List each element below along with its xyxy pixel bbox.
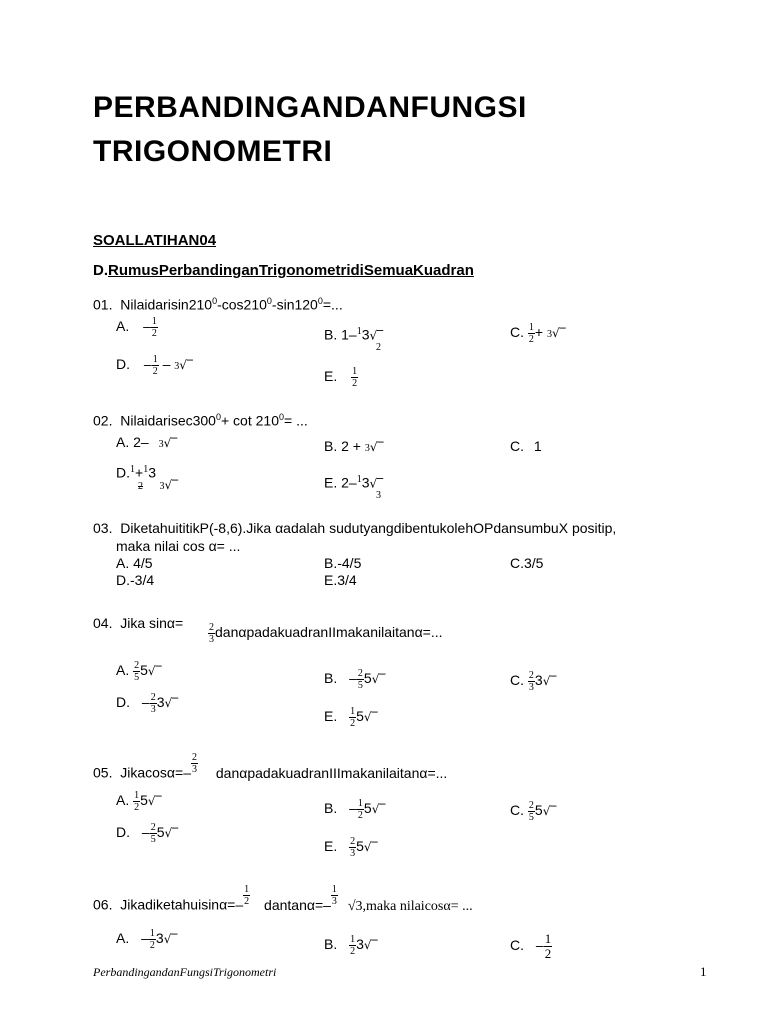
fraction: $\frac{1}{2}$: [357, 798, 363, 821]
fraction: $\frac{2}{3}$: [192, 752, 197, 775]
question-number: 06.: [93, 896, 113, 913]
subsection-prefix: D.: [93, 262, 108, 279]
fraction: $\frac{2}{3}$: [528, 670, 534, 693]
option-3e[interactable]: E.3/4: [324, 572, 357, 588]
option-6c[interactable]: C. – $\frac{1}{2}$: [510, 931, 552, 961]
fraction: $\frac{1}{2}$: [350, 706, 356, 729]
title-line-1: PERBANDINGANDANFUNGSI: [93, 91, 527, 124]
option-3d[interactable]: D.-3/4: [116, 572, 155, 588]
question-number: 04.: [93, 615, 113, 631]
question-03: 03. DiketahuititikP(-8,6).Jika αadalah sudutyangdibentukolehOPdansumbuX positip,: [93, 520, 617, 536]
fraction: $\frac{1}{2}$: [350, 934, 356, 957]
title-line-2: TRIGONOMETRI: [93, 135, 333, 168]
question-number: 03.: [93, 520, 113, 536]
option-5b[interactable]: B. – $\frac{1}{2}$ 5√‾: [324, 798, 386, 821]
fraction: $\frac{1}{2}$: [152, 354, 158, 377]
option-1e[interactable]: E. $\frac{1}{2}$: [324, 366, 358, 389]
fraction: $\frac{2}{5}$: [134, 660, 140, 683]
option-3c[interactable]: C.3/5: [510, 555, 544, 571]
option-5d[interactable]: D. – $\frac{2}{5}$ 5√‾: [116, 822, 179, 845]
option-5a[interactable]: A. $\frac{1}{2}$ 5√‾: [116, 790, 162, 813]
question-01: 01. $Nilaidarisin210^0-\cos 210^0-\sin 120^0=$...: [93, 296, 343, 313]
question-04: 04. Jika sinα=: [93, 615, 184, 631]
fraction: $\frac{1}{2}$: [134, 790, 140, 813]
fraction: $\frac{1}{2}$: [544, 931, 552, 961]
option-2d[interactable]: D.$^1$+$^1$3 2 3√‾: [116, 464, 179, 492]
question-02: 02. $Nilaidarisec300^0+ \cot 210^0=$ ...: [93, 412, 308, 429]
option-2e[interactable]: E. 2–$^1$3√‾ 3: [324, 474, 384, 501]
fraction: $\frac{1}{2}$: [352, 366, 358, 389]
page-title: [93, 86, 527, 174]
question-number: 05.: [93, 764, 113, 781]
page-number: 1: [700, 964, 707, 979]
option-2a[interactable]: A. 2– 3√‾: [116, 434, 178, 450]
option-4d[interactable]: D. – $\frac{2}{3}$ 3√‾: [116, 692, 179, 715]
question-06: 06. Jikadiketahuisinα=– $\frac{1}{2}$ dantanα=– $\frac{1}{3}$ √3,maka nilaicosα= ...: [93, 884, 473, 914]
fraction: $\frac{2}{5}$: [150, 822, 156, 845]
subsection-heading: [93, 262, 474, 279]
option-4a[interactable]: A. $\frac{2}{5}$ 5√‾: [116, 660, 162, 683]
option-1b[interactable]: B. 1–$^1$3√‾ 2: [324, 326, 384, 353]
fraction: $\frac{1}{2}$: [149, 928, 155, 951]
option-2b[interactable]: B. 2 + 3√‾: [324, 438, 384, 454]
option-2c[interactable]: C. 1: [510, 438, 542, 454]
option-5c[interactable]: C. $\frac{2}{5}$ 5√‾: [510, 800, 557, 823]
question-04-part-2: $\frac{2}{3}$ danαpadakuadranIImakanilaitanα=...: [209, 622, 443, 645]
fraction: $\frac{2}{3}$: [209, 622, 214, 645]
fraction: $\frac{1}{3}$: [331, 884, 337, 907]
option-6b[interactable]: B. $\frac{1}{2}$ 3√‾: [324, 934, 378, 957]
option-4c[interactable]: C. $\frac{2}{3}$ 3√‾: [510, 670, 557, 693]
subsection-text: RumusPerbandinganTrigonometridiSemuaKuadran: [108, 262, 474, 279]
question-03-line-2: maka nilai cos α= ...: [116, 538, 241, 554]
question-05: 05. Jikacosα=– $\frac{2}{3}$ danαpadakuadranIIImakanilaitanα=...: [93, 752, 448, 781]
fraction: $\frac{1}{2}$: [151, 316, 157, 339]
option-1a[interactable]: A. – $\frac{1}{2}$: [116, 316, 157, 339]
section-heading: SOALLATIHAN04: [93, 232, 217, 249]
option-3a[interactable]: A. 4/5: [116, 555, 153, 571]
option-4b[interactable]: B. – $\frac{2}{5}$ 5√‾: [324, 668, 386, 691]
fraction: $\frac{2}{5}$: [357, 668, 363, 691]
option-3b[interactable]: B.-4/5: [324, 555, 362, 571]
footer-title: PerbandingandanFungsiTrigonometri: [93, 965, 277, 979]
fraction: $\frac{2}{3}$: [350, 836, 356, 859]
fraction: $\frac{2}{5}$: [528, 800, 534, 823]
option-5e[interactable]: E. $\frac{2}{3}$ 5√‾: [324, 836, 378, 859]
option-1c[interactable]: C. $\frac{1}{2}$ + 3√‾: [510, 322, 566, 345]
option-6a[interactable]: A. – $\frac{1}{2}$ 3√‾: [116, 928, 178, 951]
fraction: $\frac{2}{3}$: [150, 692, 156, 715]
fraction: $\frac{1}{2}$: [244, 884, 250, 907]
option-4e[interactable]: E. $\frac{1}{2}$ 5√‾: [324, 706, 378, 729]
question-number: 02.: [93, 412, 113, 429]
option-1d[interactable]: D. – $\frac{1}{2}$ – 3√‾: [116, 354, 193, 377]
question-number: 01.: [93, 296, 113, 313]
fraction: $\frac{1}{2}$: [528, 322, 534, 345]
